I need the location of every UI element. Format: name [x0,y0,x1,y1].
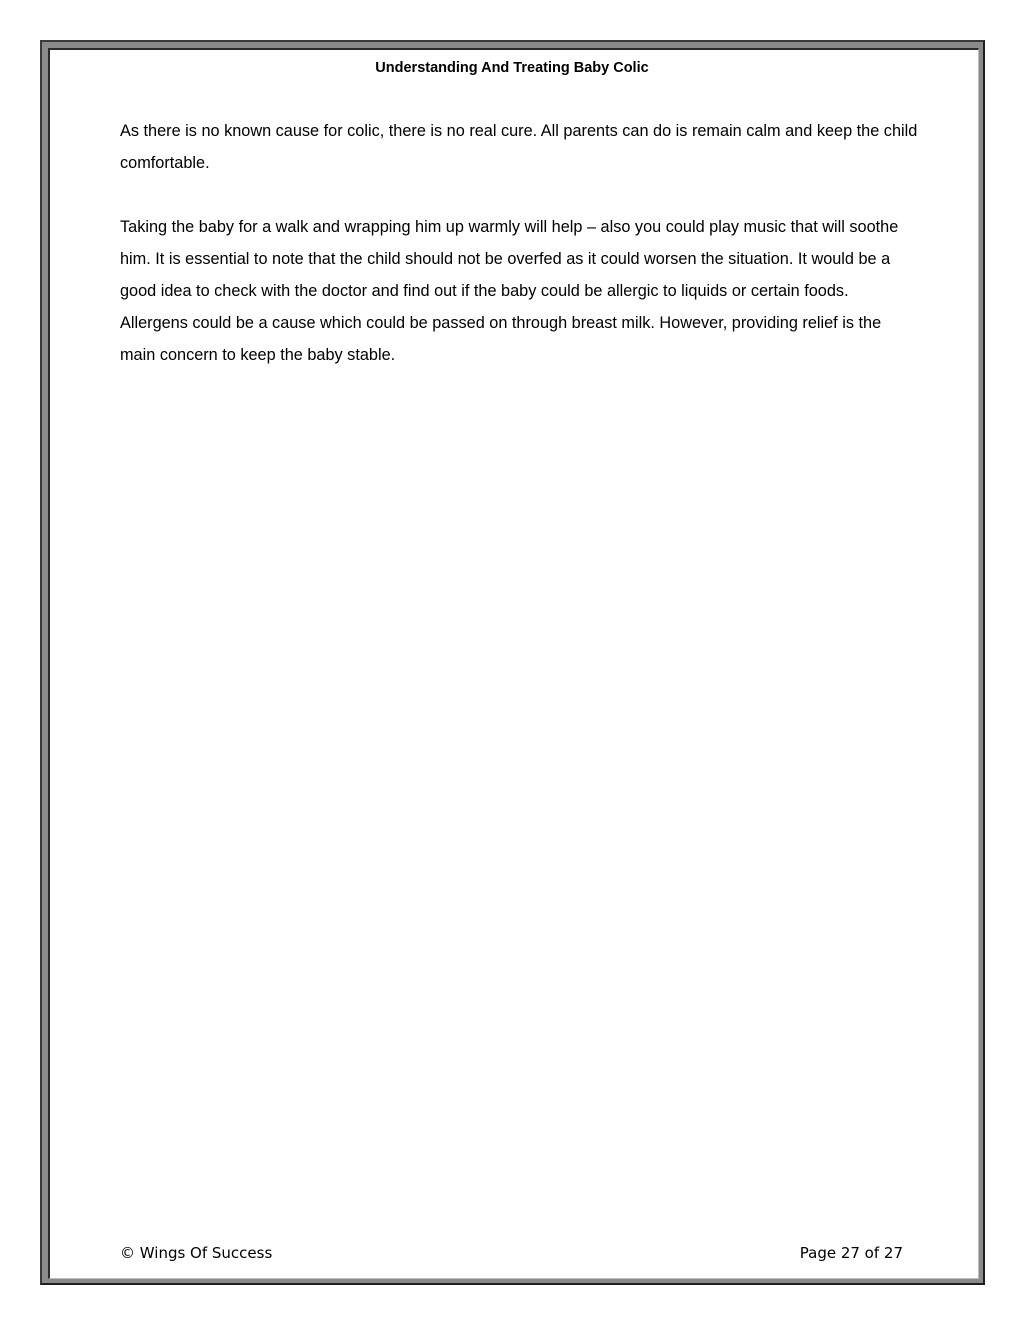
paragraph: Taking the baby for a walk and wrapping him up warmly will help – also you could play music that will soothe him. It is essential to note that the child should not be overfed as it could worsen the situation. It would be a good idea to check with the doctor and find out if the baby could be allergic to liquids or certain foods. Allergens could be a cause which could be passed on through breast milk. However, providing relief is the main concern to keep the baby stable. [120,218,899,364]
document-body [120,115,920,403]
footer-copyright: © Wings Of Success [120,1244,273,1262]
footer-page-number: Page 27 of 27 [799,1244,903,1262]
paragraph: As there is no known cause for colic, there is no real cure. All parents can do is remain calm and keep the child comfortable. [120,122,918,172]
page-header-title: Understanding And Treating Baby Colic [375,60,649,76]
page-footer [120,1244,903,1262]
